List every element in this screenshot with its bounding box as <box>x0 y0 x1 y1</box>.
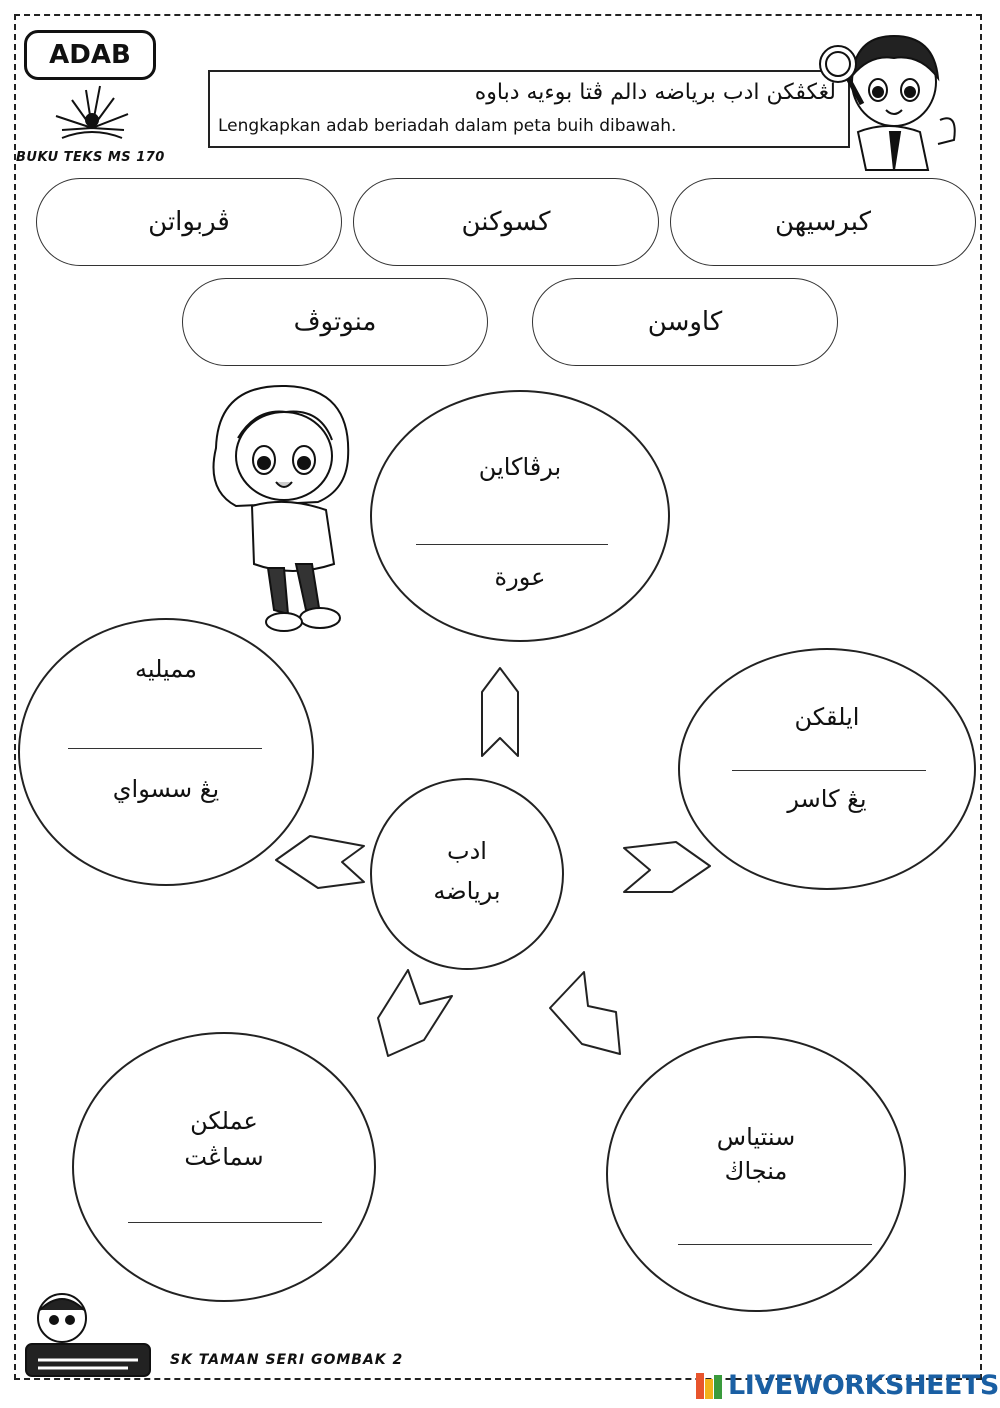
word-option-2[interactable]: كسوكنن <box>353 178 659 266</box>
arrow-left <box>276 836 364 888</box>
answer-blank-right[interactable] <box>732 770 926 771</box>
school-name: SK TAMAN SERI GOMBAK 2 <box>170 1352 404 1368</box>
instruction-jawi: لڠكڤكن ادب برياضه دالم ڤتا بوءيه دباوه <box>474 80 836 105</box>
answer-blank-left[interactable] <box>68 748 262 749</box>
answer-blank-top[interactable] <box>416 544 608 545</box>
bubble-bottom-right-line-2: منجاڬ <box>724 1157 788 1185</box>
word-option-1[interactable]: كبرسيهن <box>670 178 976 266</box>
liveworksheets-label: LIVEWORKSHEETS <box>728 1370 999 1401</box>
answer-blank-bottom-right[interactable] <box>678 1244 872 1245</box>
bubble-right-bottom-text: يڠ كاسر <box>787 785 867 813</box>
bubble-top-text: برڤاكاين <box>478 453 562 481</box>
bubble-bottom-left-line-2: سماڠت <box>184 1143 264 1171</box>
adab-badge: ADAB <box>24 30 156 80</box>
arrow-up <box>482 668 518 756</box>
ustazah-scooter-logo <box>18 1288 158 1380</box>
center-line-2: برياضه <box>433 877 501 905</box>
bubble-right-text: ايلقكن <box>794 703 860 731</box>
liveworksheets-brand[interactable] <box>694 1370 999 1401</box>
bubble-left <box>18 618 314 886</box>
bubble-bottom-left <box>72 1032 376 1302</box>
instruction-rumi: Lengkapkan adab beriadah dalam peta buih dibawah. <box>218 116 677 136</box>
word-option-3[interactable]: ڤربواتن <box>36 178 342 266</box>
word-option-5[interactable]: منوتوڤ <box>182 278 488 366</box>
center-line-1: ادب <box>447 837 487 865</box>
arrow-right <box>624 842 710 892</box>
bubble-top <box>370 390 670 642</box>
arrow-down-right <box>550 972 620 1054</box>
bubble-bottom-right-line-1: سنتياس <box>716 1123 796 1151</box>
bubble-top-bottom-text: عورة <box>494 563 546 591</box>
bubble-left-bottom-text: يڠ سسواي <box>112 775 220 803</box>
bubble-right <box>678 648 976 890</box>
bubble-left-text: مميليه <box>134 655 198 683</box>
book-reference: BUKU TEKS MS 170 <box>16 150 165 165</box>
answer-blank-bottom-left[interactable] <box>128 1222 322 1223</box>
word-option-4[interactable]: كاوسن <box>532 278 838 366</box>
bubble-bottom-left-line-1: عملكن <box>190 1107 258 1135</box>
liveworksheets-logo-icon <box>694 1371 724 1401</box>
bubble-bottom-right <box>606 1036 906 1312</box>
bubble-center <box>370 778 564 970</box>
arrow-down-left <box>378 970 452 1056</box>
girl-in-hijab-illustration <box>196 378 372 640</box>
